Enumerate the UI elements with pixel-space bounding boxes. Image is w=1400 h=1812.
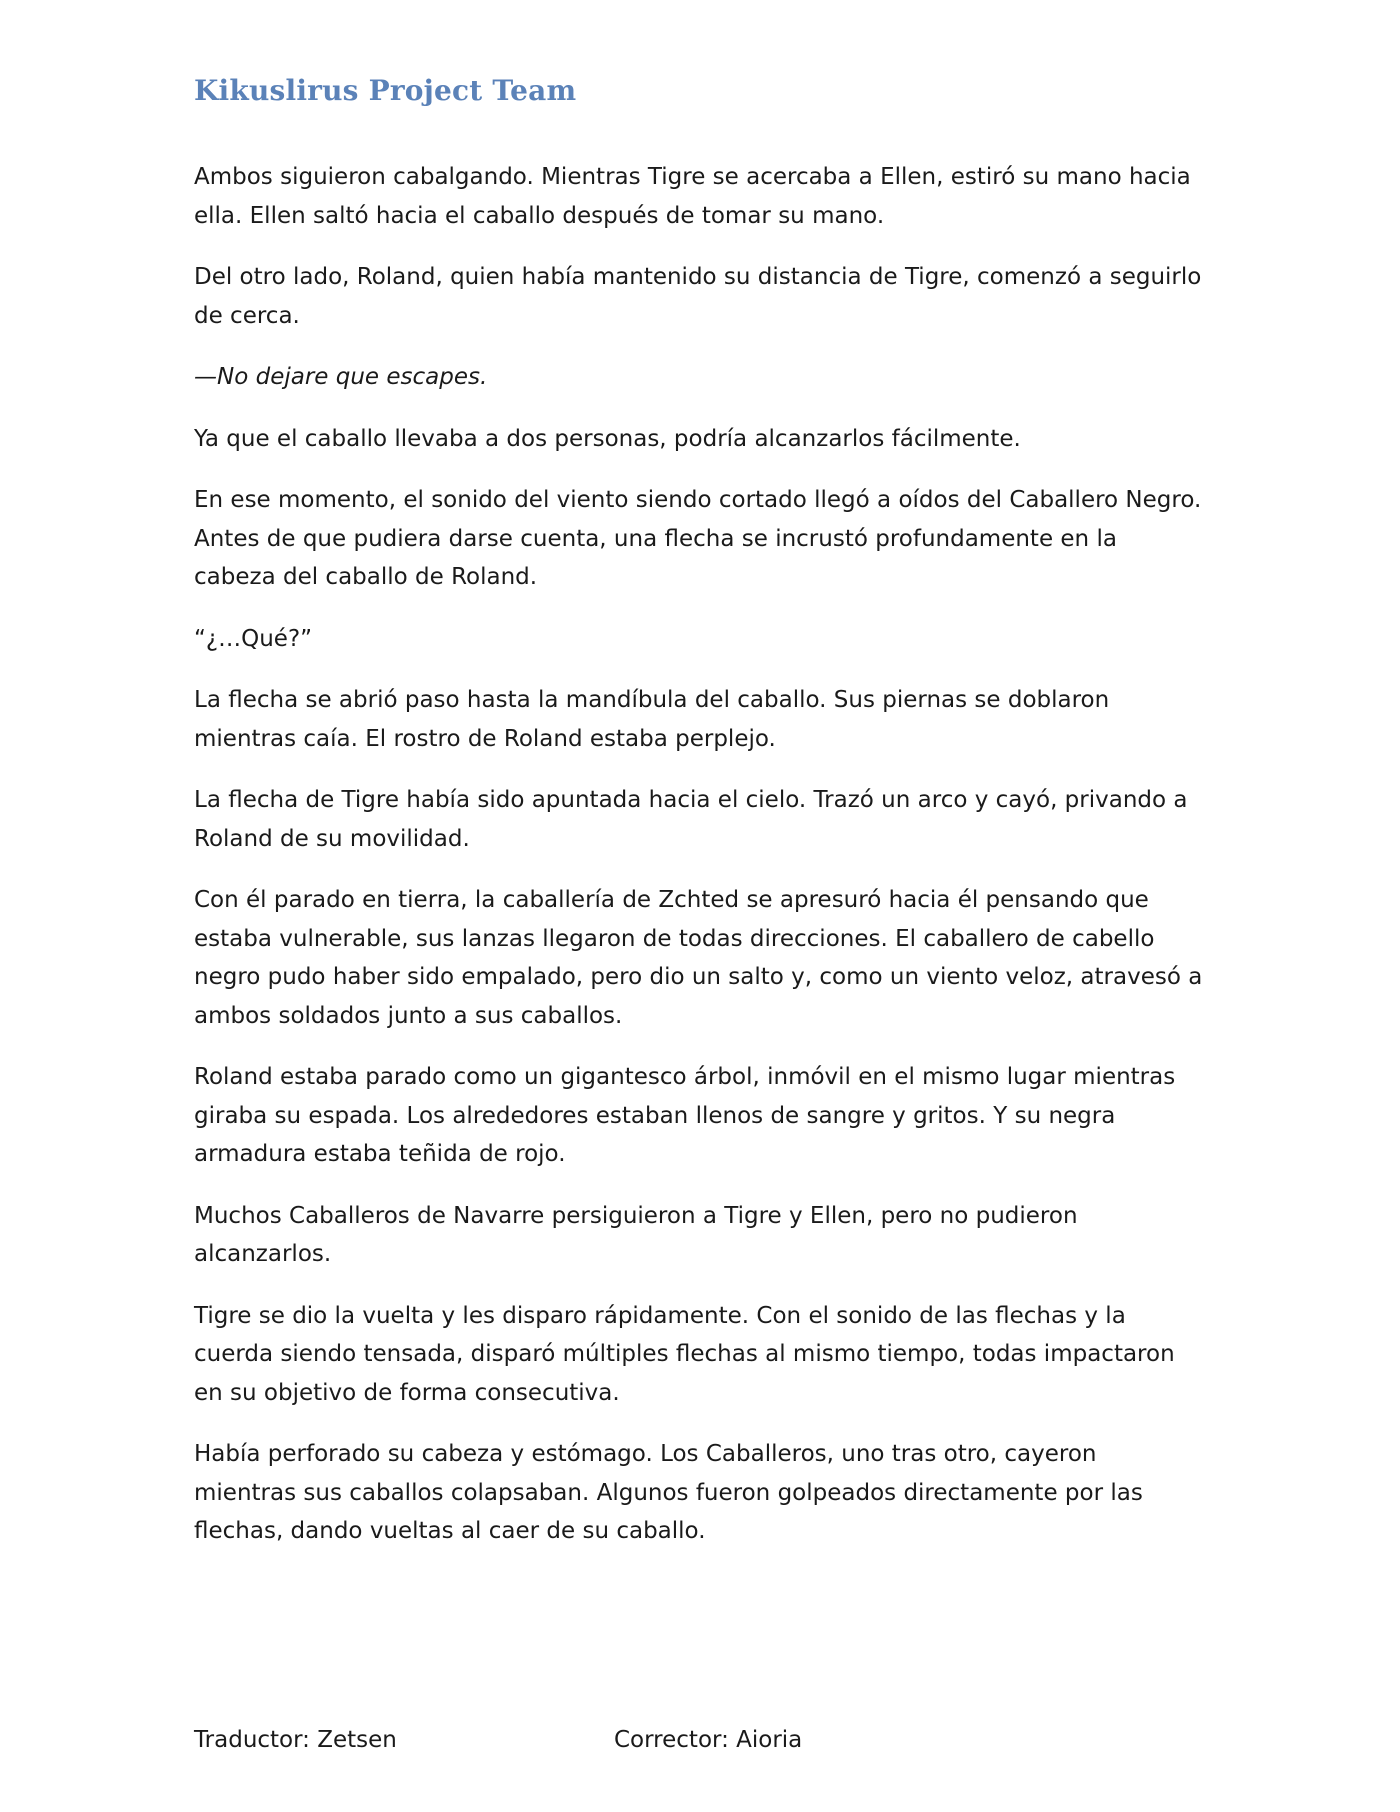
paragraph: Muchos Caballeros de Navarre persiguieron a Tigre y Ellen, pero no pudieron alcanzarlos. (194, 1202, 1078, 1267)
paragraph-dialogue: “¿…Qué?” (194, 625, 313, 652)
paragraph: La flecha se abrió paso hasta la mandíbula del caballo. Sus piernas se doblaron mientras caía. El rostro de Roland estaba perplejo. (194, 687, 1110, 752)
translator-credit: Traductor: Zetsen (194, 1727, 397, 1753)
paragraph-dialogue: —No dejare que escapes. (194, 364, 488, 390)
page-header-title: Kikuslirus Project Team (194, 74, 577, 107)
paragraph: En ese momento, el sonido del viento siendo cortado llegó a oídos del Caballero Negro. Antes de que pudiera darse cuenta, una flecha se incrustó profundamente en la cabeza del caballo de Roland. (194, 487, 1202, 590)
paragraph: Había perforado su cabeza y estómago. Los Caballeros, uno tras otro, cayeron mientras sus caballos colapsaban. Algunos fueron golpeados directamente por las flechas, dando vueltas al caer de su caballo. (194, 1441, 1143, 1544)
paragraph: La flecha de Tigre había sido apuntada hacia el cielo. Trazó un arco y cayó, privando a Roland de su movilidad. (194, 787, 1188, 852)
paragraph: Tigre se dio la vuelta y les disparo rápidamente. Con el sonido de las flechas y la cuerda siendo tensada, disparó múltiples flechas al mismo tiempo, todas impactaron en su objetivo de forma consecutiva. (194, 1302, 1175, 1406)
document-body (194, 158, 1204, 1574)
paragraph: Roland estaba parado como un gigantesco árbol, inmóvil en el mismo lugar mientras giraba su espada. Los alrededores estaban llenos de sangre y gritos. Y su negra armadura estaba teñida de rojo. (194, 1064, 1176, 1167)
paragraph: Ambos siguieron cabalgando. Mientras Tigre se acercaba a Ellen, estiró su mano hacia ella. Ellen saltó hacia el caballo después de tomar su mano. (194, 164, 1191, 229)
paragraph: Del otro lado, Roland, quien había mantenido su distancia de Tigre, comenzó a seguirlo de cerca. (194, 264, 1202, 329)
corrector-credit: Corrector: Aioria (614, 1727, 803, 1753)
paragraph: Ya que el caballo llevaba a dos personas, podría alcanzarlos fácilmente. (194, 425, 1021, 452)
paragraph: Con él parado en tierra, la caballería de Zchted se apresuró hacia él pensando que estaba vulnerable, sus lanzas llegaron de todas direcciones. El caballero de cabello negro pudo haber sido empalado, pero dio un salto y, como un viento veloz, atravesó a ambos soldados junto a sus caballos. (194, 887, 1203, 1029)
